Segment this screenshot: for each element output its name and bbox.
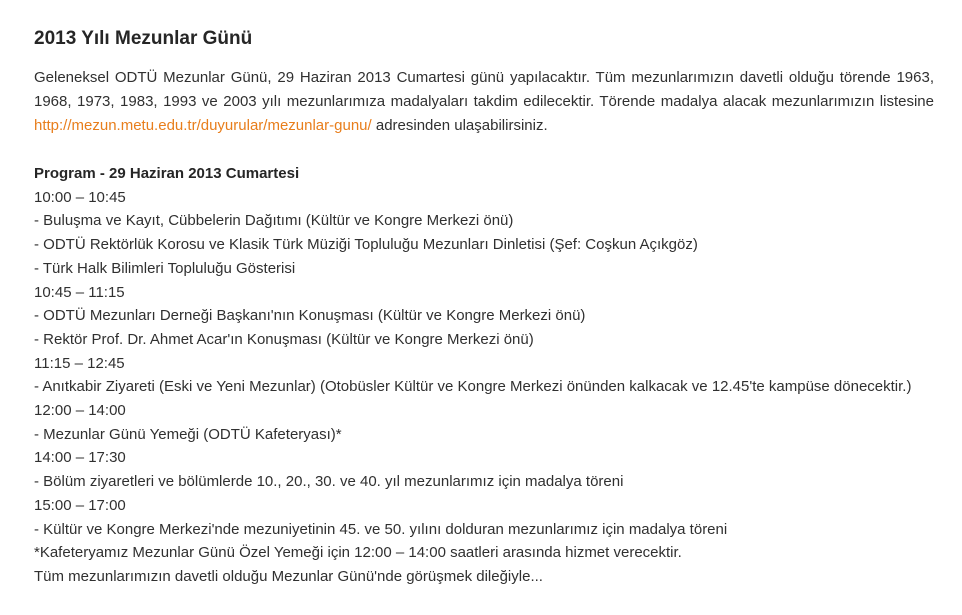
program-line: 12:00 – 14:00 [34, 402, 126, 420]
program-footnote: *Kafeteryamız Mezunlar Günü Özel Yemeği için 12:00 – 14:00 saatleri arasında hizmet verecektir. [34, 544, 682, 562]
program-line: - Kültür ve Kongre Merkezi'nde mezuniyetinin 45. ve 50. yılını dolduran mezunlarımız için madalya töreni [34, 520, 728, 538]
program-line: - Bölüm ziyaretleri ve bölümlerde 10., 20., 30. ve 40. yıl mezunlarımız için madalya töreni [34, 473, 624, 491]
program-line: - ODTÜ Rektörlük Korosu ve Klasik Türk Müziği Topluluğu Mezunları Dinletisi (Şef: Coşkun Açıkgöz) [34, 236, 698, 254]
program-line: - ODTÜ Mezunları Derneği Başkanı'nın Konuşması (Kültür ve Kongre Merkezi önü) [34, 307, 586, 325]
program-heading: Program - 29 Haziran 2013 Cumartesi [34, 165, 300, 182]
program-line: - Anıtkabir Ziyareti (Eski ve Yeni Mezunlar) (Otobüsler Kültür ve Kongre Merkezi önünden kalkacak ve 12.45'te kampüse dönecektir.) [34, 378, 912, 396]
mezunlar-gunu-link[interactable]: http://mezun.metu.edu.tr/duyurular/mezunlar-gunu/ [34, 117, 372, 134]
article [34, 28, 934, 589]
intro-text-before: Geleneksel ODTÜ Mezunlar Günü, 29 Haziran 2013 Cumartesi günü yapılacaktır. Tüm mezunlarımızın davetli olduğu törende 1963, 1968, 1973, 1983, 1993 ve 2003 yılı mezunlarımıza madalyaları takdim edilecektir. Törende madalya alacak mezunlarımızın listesine [34, 69, 934, 110]
program-line: - Mezunlar Günü Yemeği (ODTÜ Kafeteryası)* [34, 425, 342, 443]
program-line: 10:00 – 10:45 [34, 188, 126, 206]
program-line: - Türk Halk Bilimleri Topluluğu Gösterisi [34, 259, 296, 277]
page-title: 2013 Yılı Mezunlar Günü [34, 28, 253, 49]
program-line: 11:15 – 12:45 [34, 354, 125, 372]
program-line: - Rektör Prof. Dr. Ahmet Acar'ın Konuşması (Kültür ve Kongre Merkezi önü) [34, 330, 534, 348]
closing-line: Tüm mezunlarımızın davetli olduğu Mezunlar Günü'nde görüşmek dileğiyle... [34, 567, 543, 585]
program-line: 14:00 – 17:30 [34, 449, 126, 467]
program-line: 10:45 – 11:15 [34, 283, 125, 301]
program-line: 15:00 – 17:00 [34, 496, 126, 514]
program-line: - Buluşma ve Kayıt, Cübbelerin Dağıtımı (Kültür ve Kongre Merkezi önü) [34, 212, 514, 230]
intro-paragraph [34, 66, 934, 138]
intro-text-after: adresinden ulaşabilirsiniz. [371, 117, 548, 134]
program-section [34, 162, 934, 589]
